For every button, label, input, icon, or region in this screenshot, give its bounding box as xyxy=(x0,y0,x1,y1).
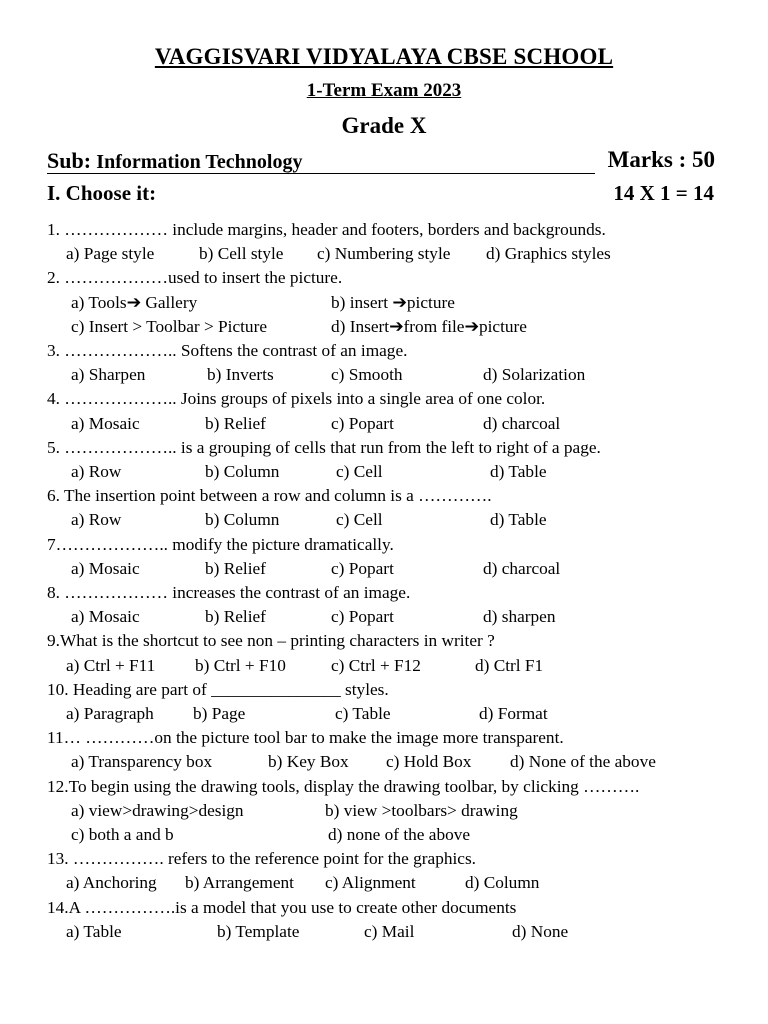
question-4-option-b: b) Relief xyxy=(205,413,266,433)
subject-line xyxy=(47,148,595,174)
question-1-option-c: c) Numbering style xyxy=(317,244,451,264)
question-5-option-b: b) Column xyxy=(205,462,280,481)
question-10-option-d: d) Format xyxy=(479,704,548,723)
question-10-option-a: a) Paragraph xyxy=(66,704,154,723)
question-1-option-a: a) Page style xyxy=(66,244,155,264)
question-1-option-b: b) Cell style xyxy=(199,244,284,264)
question-8-option-a: a) Mosaic xyxy=(71,607,140,627)
question-2-option-d: d) Insert➔from file➔picture xyxy=(331,316,527,336)
question-9-option-a: a) Ctrl + F11 xyxy=(66,655,156,675)
question-12-text: 12.To begin using the drawing tools, display the drawing toolbar, by clicking ………. xyxy=(47,776,640,796)
subject-row xyxy=(47,148,715,176)
question-14-option-d: d) None xyxy=(512,921,569,941)
school-name: VAGGISVARI VIDYALAYA CBSE SCHOOL xyxy=(154,44,614,69)
question-1-option-d: d) Graphics styles xyxy=(486,244,611,264)
question-2-text: 2. ………………used to insert the picture. xyxy=(47,268,343,288)
question-14-option-c: c) Mail xyxy=(364,921,415,941)
question-4-option-c: c) Popart xyxy=(331,413,394,433)
question-7-option-c: c) Popart xyxy=(331,558,394,578)
grade-label: Grade X xyxy=(341,113,427,138)
question-14-text: 14.A …………….is a model that you use to create other documents xyxy=(47,897,517,917)
question-14-option-b: b) Template xyxy=(217,921,300,941)
question-13-text: 13. ……………. refers to the reference point for the graphics. xyxy=(47,849,477,869)
question-8-option-d: d) sharpen xyxy=(483,607,556,627)
section-title: I. Choose it: xyxy=(47,181,157,205)
question-12-option-a: a) view>drawing>design xyxy=(71,800,244,820)
question-6-text: 6. The insertion point between a row and column is a …………. xyxy=(47,486,492,506)
question-3-option-a: a) Sharpen xyxy=(71,365,146,385)
question-10-text: 10. Heading are part of _______________ styles. xyxy=(47,679,389,699)
total-marks: Marks : 50 xyxy=(607,147,715,172)
question-6-option-b: b) Column xyxy=(205,510,280,530)
question-11-option-c: c) Hold Box xyxy=(386,752,472,772)
question-5-option-c: c) Cell xyxy=(336,462,383,481)
question-1-text: 1. ……………… include margins, header and footers, borders and backgrounds. xyxy=(47,220,606,239)
section-row xyxy=(47,181,715,209)
question-2-option-c: c) Insert > Toolbar > Picture xyxy=(71,316,267,336)
question-7-option-a: a) Mosaic xyxy=(71,558,140,578)
question-5-option-a: a) Row xyxy=(71,462,122,481)
question-12-option-c: c) both a and b xyxy=(71,825,174,844)
question-8-option-b: b) Relief xyxy=(205,607,266,627)
question-7-text: 7……………….. modify the picture dramatically. xyxy=(47,534,394,554)
question-13-option-a: a) Anchoring xyxy=(66,873,157,893)
question-14-option-a: a) Table xyxy=(66,921,122,941)
question-4-option-d: d) charcoal xyxy=(483,413,561,433)
question-3-option-c: c) Smooth xyxy=(331,365,403,385)
question-9-text: 9.What is the shortcut to see non – printing characters in writer ? xyxy=(47,631,495,651)
section-marks: 14 X 1 = 14 xyxy=(613,181,714,205)
question-8-option-c: c) Popart xyxy=(331,607,394,627)
question-10-option-c: c) Table xyxy=(335,704,391,723)
subject-label: Sub: xyxy=(47,148,92,173)
question-12-option-b: b) view >toolbars> drawing xyxy=(325,800,518,820)
question-7-option-b: b) Relief xyxy=(205,558,266,578)
question-13-option-b: b) Arrangement xyxy=(185,873,294,893)
question-2-option-a: a) Tools➔ Gallery xyxy=(71,292,198,312)
question-5-option-d: d) Table xyxy=(490,462,547,481)
question-3-text: 3. ……………….. Softens the contrast of an image. xyxy=(47,341,408,360)
question-6-option-c: c) Cell xyxy=(336,510,383,530)
question-11-option-a: a) Transparency box xyxy=(71,752,213,772)
question-11-option-d: d) None of the above xyxy=(510,752,656,772)
question-3-option-d: d) Solarization xyxy=(483,365,586,385)
question-2-option-b: b) insert ➔picture xyxy=(331,292,455,312)
question-6-option-d: d) Table xyxy=(490,510,547,530)
exam-title: 1-Term Exam 2023 xyxy=(306,80,462,101)
question-9-option-d: d) Ctrl F1 xyxy=(475,655,544,675)
question-9-option-c: c) Ctrl + F12 xyxy=(331,655,421,675)
question-9-option-b: b) Ctrl + F10 xyxy=(195,655,286,675)
question-6-option-a: a) Row xyxy=(71,510,122,530)
question-7-option-d: d) charcoal xyxy=(483,558,561,578)
question-12-option-d: d) none of the above xyxy=(328,825,471,844)
question-10-option-b: b) Page xyxy=(193,704,246,723)
question-8-text: 8. ……………… increases the contrast of an image. xyxy=(47,583,411,602)
question-4-option-a: a) Mosaic xyxy=(71,413,140,433)
question-13-option-c: c) Alignment xyxy=(325,873,416,893)
question-4-text: 4. ……………….. Joins groups of pixels into a single area of one color. xyxy=(47,389,546,409)
question-5-text: 5. ……………….. is a grouping of cells that run from the left to right of a page. xyxy=(47,437,601,457)
question-11-option-b: b) Key Box xyxy=(268,752,349,772)
question-3-option-b: b) Inverts xyxy=(207,365,274,385)
subject-value: Information Technology xyxy=(96,151,303,173)
question-13-option-d: d) Column xyxy=(465,873,540,893)
question-11-text: 11… …………on the picture tool bar to make the image more transparent. xyxy=(47,728,564,748)
